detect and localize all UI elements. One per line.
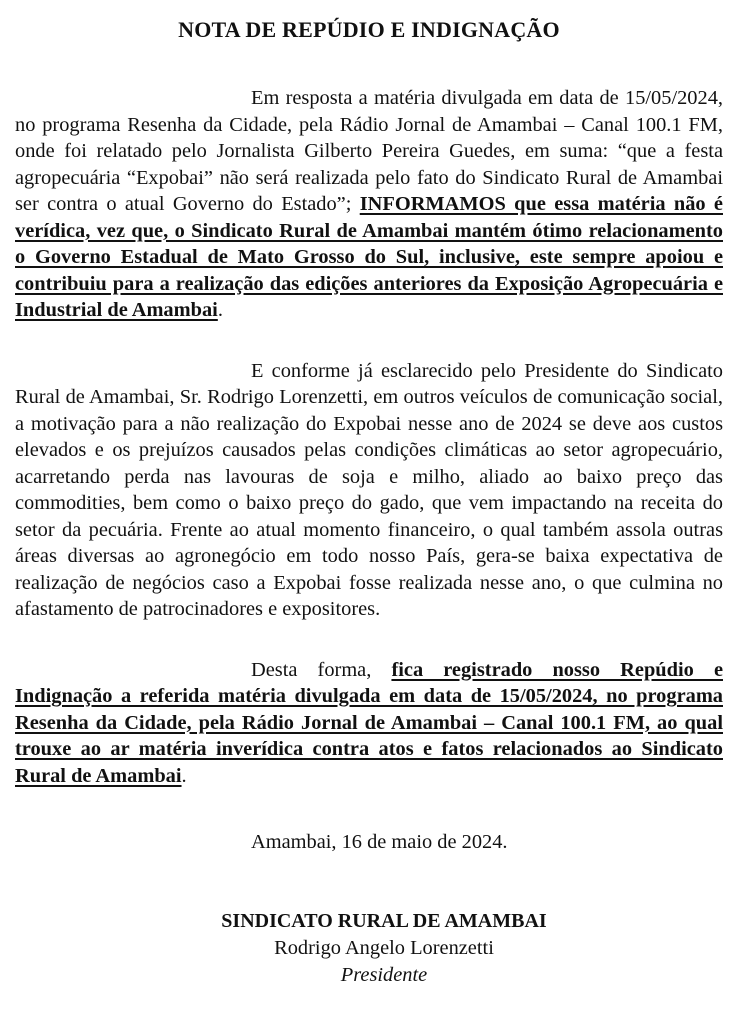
paragraph-repudiation-emphasis: fica registrado nosso Repúdio e Indignação a referida matéria divulgada em data de 15/05/2024, no programa Resenha da Cidade, pela Rádio Jornal de Amambai – Canal 100.1 FM, ao qual trouxe ao ar matéria inverídica contra atos e fatos relacionados ao Sindicato Rural de Amambai (15, 658, 723, 787)
paragraph-response-emphasis: INFORMAMOS que essa matéria não é verídica, vez que, o Sindicato Rural de Amambai mantém ótimo relacionamento o Governo Estadual de Mato Grosso do Sul, inclusive, este sempre apoiou e contribuiu para a realização das edições anteriores da Exposição Agropecuária e Industrial de Amambai (15, 193, 723, 321)
paragraph-repudiation-end: . (181, 764, 187, 787)
paragraph-response (15, 85, 723, 324)
paragraph-repudiation (15, 657, 723, 790)
document-title: NOTA DE REPÚDIO E INDIGNAÇÃO (178, 17, 560, 42)
dateline: Amambai, 16 de maio de 2024. (251, 831, 508, 853)
signature-block (15, 908, 723, 989)
signature-role: Presidente (340, 963, 428, 986)
paragraph-response-end: . (217, 299, 223, 321)
paragraph-repudiation-text: Desta forma, (251, 658, 392, 681)
paragraph-explanation: E conforme já esclarecido pelo Presidente do Sindicato Rural de Amambai, Sr. Rodrigo Lorenzetti, em outros veículos de comunicação social, a motivação para a não realização do Expobai nesse ano de 2024 se deve aos custos elevados e os prejuízos causados pelas condições climáticas ao setor agropecuário, acarretando perda nas lavouras de soja e milho, aliado ao baixo preço das commodities, bem como o baixo preço do gado, que vem impactando na receita do setor da pecuária. Frente ao atual momento financeiro, o qual também assola outras áreas diversas ao agronegócio em todo nosso País, gera-se baixa expectativa de realização de negócios caso a Expobai fosse realizada nesse ano, o que culmina no afastamento de patrocinadores e expositores. (15, 359, 723, 620)
signature-name: Rodrigo Angelo Lorenzetti (274, 936, 494, 959)
document-page (15, 0, 723, 989)
paragraph-response-text: Em resposta a matéria divulgada em data de 15/05/2024, no programa Resenha da Cidade, pela Rádio Jornal de Amambai – Canal 100.1 FM, onde foi relatado pelo Jornalista Gilberto Pereira Guedes, em suma: “que a festa agropecuária “Expobai” não será realizada pelo fato do Sindicato Rural de Amambai ser contra o atual Governo do Estado”; (15, 87, 723, 215)
signature-organization: SINDICATO RURAL DE AMAMBAI (221, 909, 547, 932)
